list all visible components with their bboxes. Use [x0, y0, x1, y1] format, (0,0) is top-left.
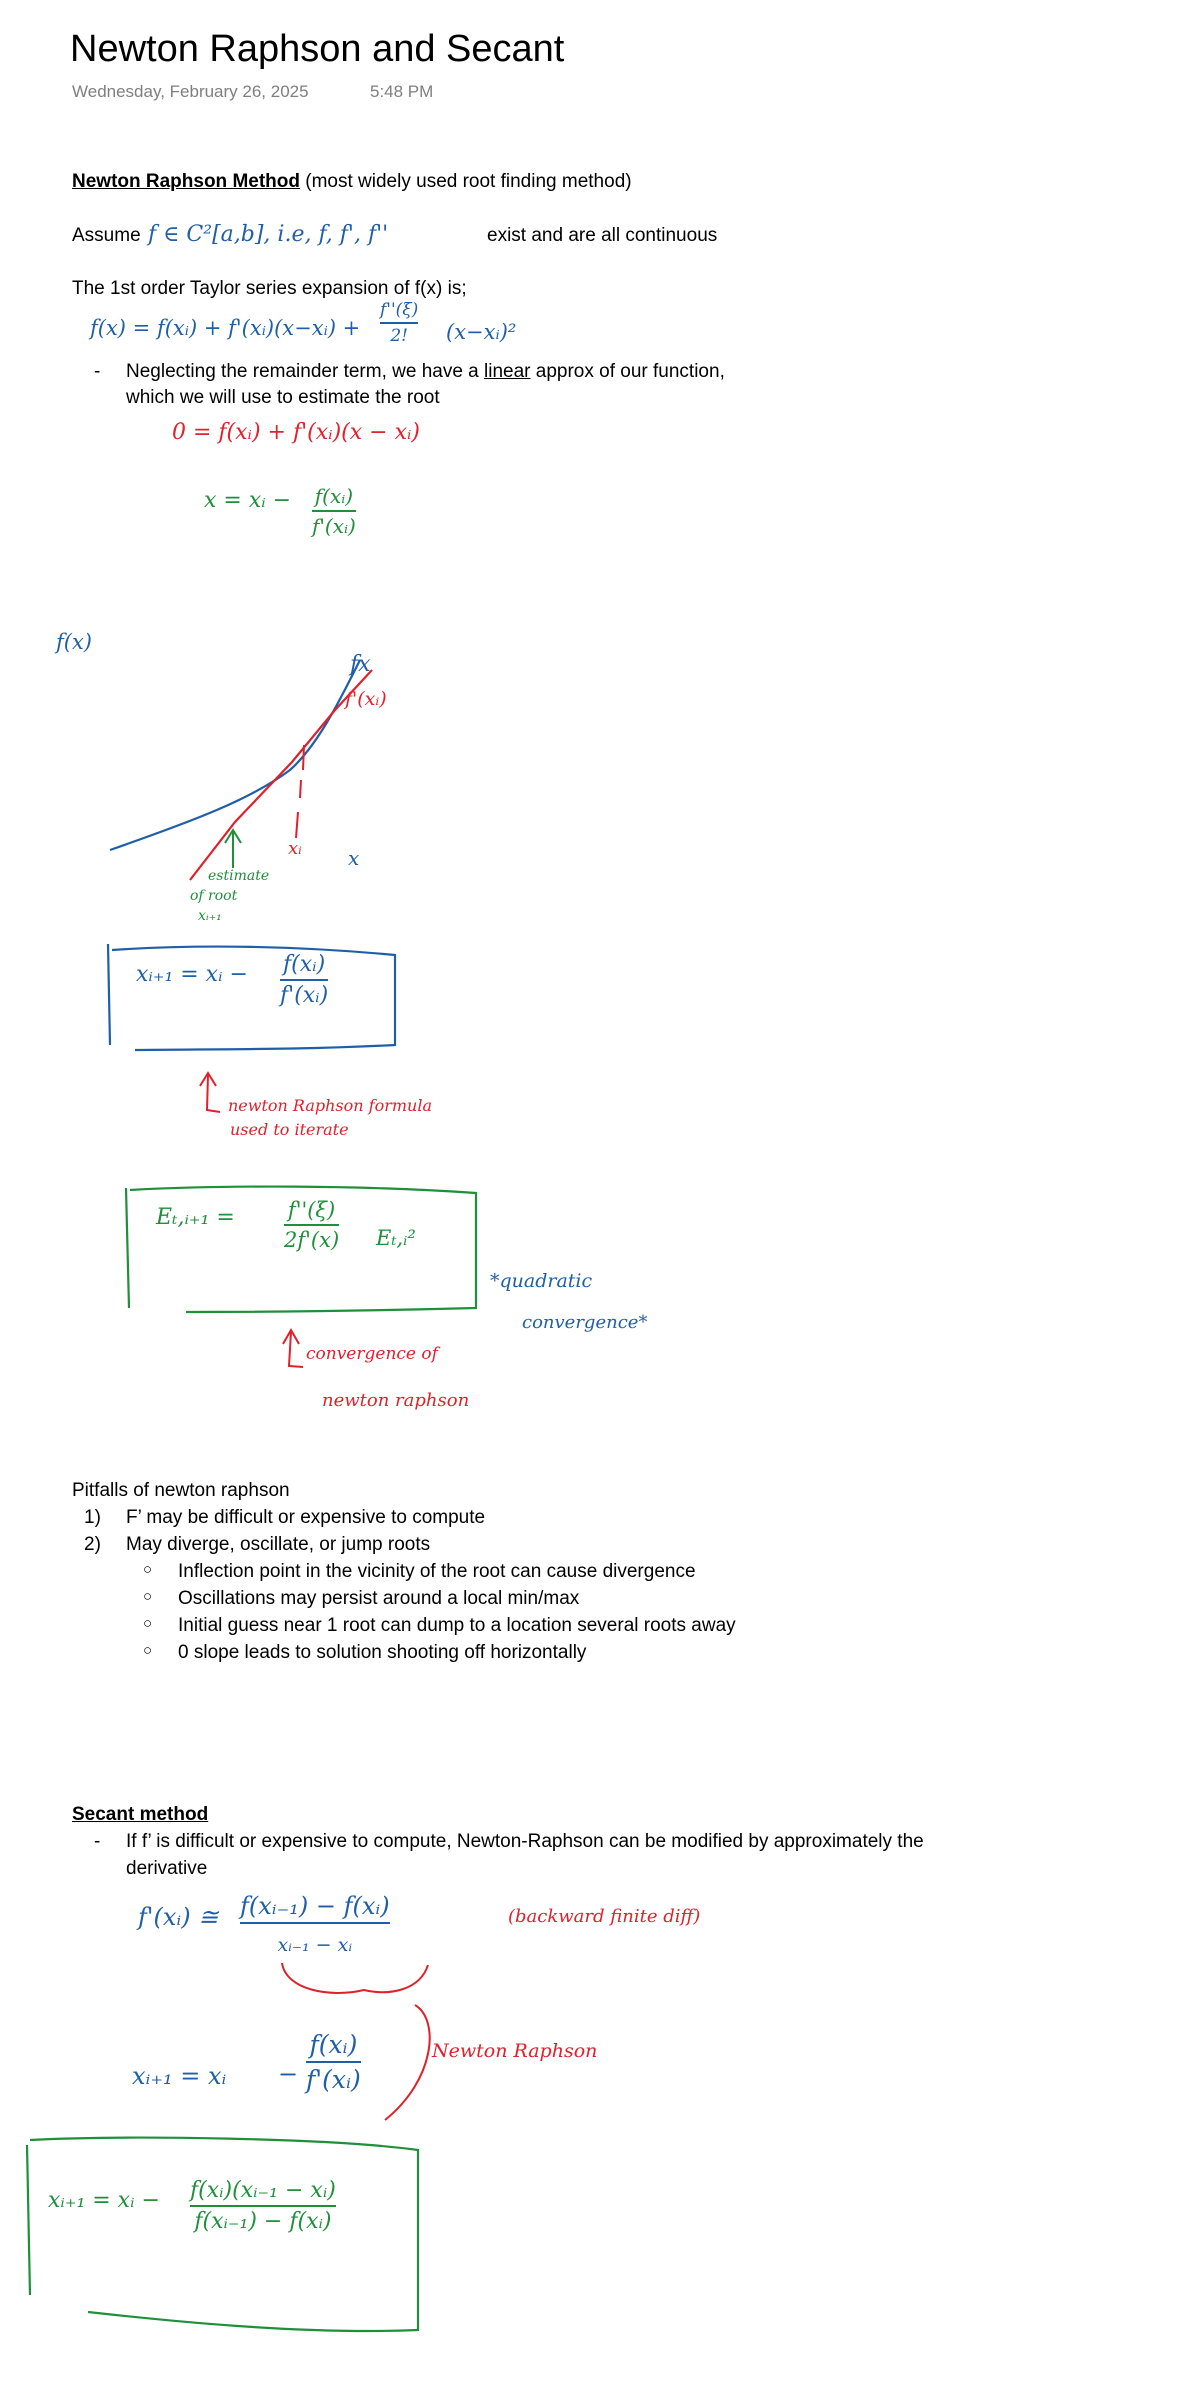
taylor-intro: The 1st order Taylor series expansion of f(x) is;	[72, 278, 467, 299]
iteration-fraction	[280, 952, 328, 1008]
page-time: 5:48 PM	[370, 82, 434, 101]
iteration-note-arrow	[200, 1073, 220, 1112]
solve-denominator: f'(xᵢ)	[312, 514, 356, 538]
newton-bracket	[385, 2005, 430, 2120]
page-title: Newton Raphson and Secant	[70, 28, 565, 70]
newton-heading: Newton Raphson Method	[72, 171, 300, 192]
graph-tangent-label: f'(xᵢ)	[345, 688, 387, 710]
secant-bullet-dash: -	[94, 1831, 101, 1852]
bullet-pre: Neglecting the remainder term, we have a	[126, 361, 485, 382]
pitfall-item-2: May diverge, oscillate, or jump roots	[126, 1534, 431, 1555]
nr-note: Newton Raphson	[432, 2040, 598, 2062]
deriv-fraction	[240, 1892, 390, 1956]
solve-lhs: x = xᵢ −	[204, 488, 292, 513]
pitfalls-heading: Pitfalls of newton raphson	[72, 1480, 290, 1501]
estimate-l2: of root	[190, 888, 238, 904]
newton-heading-note: (most widely used root finding method)	[305, 171, 632, 192]
final-box	[27, 2138, 418, 2331]
secant-bullet-l1: If f’ is difficult or expensive to compute, Newton-Raphson can be modified by approximately the	[126, 1831, 924, 1852]
error-side-l2: convergence*	[522, 1312, 648, 1333]
secant-bullet-l2: derivative	[126, 1858, 208, 1879]
deriv-note: (backward finite diff)	[508, 1906, 701, 1927]
final-lhs: xᵢ₊₁ = xᵢ −	[48, 2188, 160, 2213]
iteration-box	[108, 944, 395, 1050]
deriv-numerator: f(xᵢ₋₁) − f(xᵢ)	[240, 1892, 390, 1920]
nr-denominator: f'(xᵢ)	[306, 2065, 361, 2094]
error-note-l1: convergence of	[306, 1344, 438, 1364]
nr-numerator: f(xᵢ)	[309, 2030, 358, 2059]
iteration-denominator: f'(xᵢ)	[280, 983, 329, 1008]
error-fraction	[284, 1198, 339, 1252]
deriv-brace	[282, 1963, 428, 1993]
sub-bullet-4: ○	[143, 1642, 153, 1659]
graph-xi-label: xᵢ	[288, 838, 302, 859]
graph-x-label: x	[348, 846, 360, 870]
iteration-lhs: xᵢ₊₁ = xᵢ −	[136, 962, 248, 987]
iteration-note-l2: used to iterate	[230, 1120, 349, 1139]
sub-bullet-1: ○	[143, 1561, 153, 1578]
final-numerator: f(xᵢ)(xᵢ₋₁ − xᵢ)	[190, 2178, 336, 2203]
bullet-linear: linear	[484, 361, 531, 382]
pitfall-item-1: F’ may be difficult or expensive to compute	[126, 1507, 486, 1528]
error-note-l2: newton raphson	[322, 1390, 470, 1411]
pitfall-subitem-1: Inflection point in the vicinity of the root can cause divergence	[178, 1561, 696, 1582]
estimate-l1: estimate	[208, 868, 270, 884]
taylor-lhs: f(x) = f(xᵢ) + f'(xᵢ)(x−xᵢ) +	[90, 316, 361, 340]
assume-tail: exist and are all continuous	[487, 225, 718, 246]
graph-curve-label: fx	[350, 652, 371, 677]
solve-numerator: f(xᵢ)	[314, 484, 354, 508]
estimate-l3: xᵢ₊₁	[198, 908, 222, 924]
nr-minus: −	[278, 2060, 299, 2088]
error-denominator: 2f'(x)	[284, 1228, 340, 1252]
deriv-lhs: f'(xᵢ) ≅	[138, 1903, 219, 1931]
linear-bullet-line2: which we will use to estimate the root	[126, 387, 440, 408]
assume-math: f ∈ C²[a,b], i.e, f, f', f''	[148, 222, 389, 247]
final-fraction	[190, 2178, 336, 2234]
taylor-tail: (x−xᵢ)²	[446, 320, 517, 344]
error-note-arrow	[283, 1330, 303, 1367]
pitfall-subitem-4: 0 slope leads to solution shooting off horizontally	[178, 1642, 587, 1663]
taylor-denominator: 2!	[390, 326, 408, 346]
error-side-l1: *quadratic	[490, 1270, 593, 1292]
error-numerator: f''(ξ)	[287, 1198, 336, 1222]
pitfall-num-1: 1)	[84, 1507, 101, 1528]
estimate-arrow	[225, 830, 241, 868]
sub-bullet-3: ○	[143, 1615, 153, 1632]
iteration-note-l1: newton Raphson formula	[228, 1096, 432, 1115]
error-tail: Eₜ,ᵢ²	[376, 1226, 416, 1250]
linear-equation: 0 = f(xᵢ) + f'(xᵢ)(x − xᵢ)	[172, 420, 420, 445]
bullet-dash: -	[94, 361, 101, 382]
page-date: Wednesday, February 26, 2025	[72, 82, 309, 101]
final-denominator: f(xᵢ₋₁) − f(xᵢ)	[194, 2209, 332, 2234]
iteration-numerator: f(xᵢ)	[283, 952, 326, 977]
pitfall-subitem-3: Initial guess near 1 root can dump to a location several roots away	[178, 1615, 736, 1636]
secant-heading: Secant method	[72, 1804, 209, 1825]
assume-label: Assume	[72, 225, 141, 246]
deriv-denominator: xᵢ₋₁ − xᵢ	[277, 1934, 353, 1956]
pitfall-num-2: 2)	[84, 1534, 101, 1555]
graph-y-label: f(x)	[56, 630, 93, 654]
pitfall-subitem-2: Oscillations may persist around a local min/max	[178, 1588, 580, 1609]
bullet-post: approx of our function,	[530, 361, 725, 382]
error-lhs: Eₜ,ᵢ₊₁ =	[156, 1205, 235, 1230]
taylor-numerator: f''(ξ)	[380, 300, 419, 320]
nr-lhs: xᵢ₊₁ = xᵢ	[132, 2062, 227, 2090]
nr-fraction	[306, 2030, 361, 2094]
sub-bullet-2: ○	[143, 1588, 153, 1605]
